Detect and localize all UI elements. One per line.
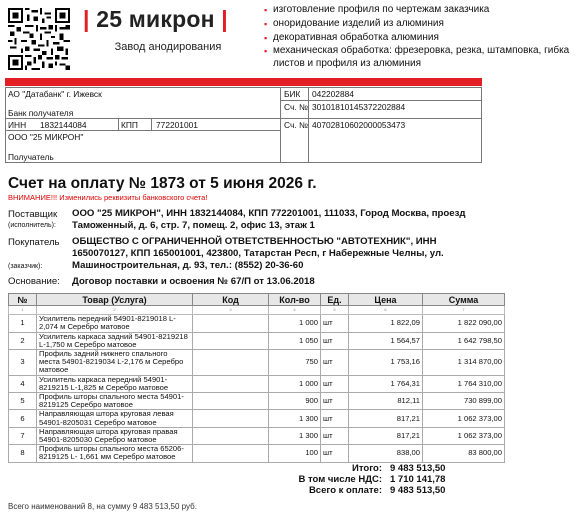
col-number: 1	[9, 306, 37, 315]
bank-details-grid	[5, 87, 482, 163]
feature-item: ▪ оноридование изделий из алюминия	[264, 18, 584, 30]
total-row	[230, 463, 500, 474]
warning-text: ВНИМАНИЕ!!! Изменились реквизиты банковского счета!	[8, 193, 208, 202]
product-code	[193, 410, 269, 427]
unit: шт	[321, 427, 349, 444]
items-body	[9, 315, 505, 462]
due-label: Всего к оплате:	[308, 485, 382, 496]
product-name: Направляющая штора круговая левая 54901-8205031 Серебро матовое	[37, 410, 193, 427]
col-number: 5	[321, 306, 349, 315]
col-number: 6	[349, 306, 423, 315]
kpp-label: КПП	[121, 120, 138, 130]
kpp-value: 772201001	[156, 120, 198, 130]
feature-item: ▪ изготовление профиля по чертежам заказчика	[264, 4, 584, 16]
row-number: 6	[9, 410, 37, 427]
brand-block	[83, 6, 253, 53]
col-header-price: Цена	[349, 294, 423, 306]
row-number: 4	[9, 375, 37, 392]
table-row	[9, 332, 505, 349]
brand-logo: | 25 микрон |	[83, 6, 228, 32]
total-value: 9 483 513,50	[390, 463, 446, 474]
feature-item: ▪ механическая обработка: фрезеровка, резка, штамповка, гибка листов и профиля из алюминия	[264, 45, 584, 70]
table-row	[9, 410, 505, 427]
vat-label: В том числе НДС:	[298, 474, 382, 485]
row-number: 8	[9, 445, 37, 462]
col-header-quantity: Кол-во	[269, 294, 321, 306]
table-row	[9, 375, 505, 392]
features-list	[264, 4, 584, 71]
sum: 1 062 373,00	[423, 410, 505, 427]
sum: 1 764 310,00	[423, 375, 505, 392]
invoice-title: Счет на оплату № 1873 от 5 июня 2026 г.	[8, 175, 317, 192]
header-divider	[5, 78, 482, 86]
col-number: 2	[37, 306, 193, 315]
product-code	[193, 427, 269, 444]
col-number: 7	[423, 306, 505, 315]
total-label: Итого:	[352, 463, 382, 474]
basis-block	[8, 276, 488, 289]
bank-label: Банк получателя	[8, 108, 74, 118]
col-number: 3	[193, 306, 269, 315]
product-code	[193, 375, 269, 392]
quantity: 1 050	[269, 332, 321, 349]
row-number: 5	[9, 393, 37, 410]
price: 1 822,09	[349, 315, 423, 332]
quantity: 750	[269, 350, 321, 376]
supplier-value: ООО "25 МИКРОН", ИНН 1832144084, КПП 772201001, 111033, Город Москва, проезд Таможенный, д. 6, стр. 7, помещ. 2, офис 13, этаж 1	[72, 208, 466, 231]
sum: 1 314 870,00	[423, 350, 505, 376]
unit: шт	[321, 375, 349, 392]
product-name: Усилитель каркаса передний 54901-8219215 L-1,825 м Серебро матовое	[37, 375, 193, 392]
buyer-value: ОБЩЕСТВО С ОГРАНИЧЕННОЙ ОТВЕТСТВЕННОСТЬЮ "АВТОТЕХНИК", ИНН 1650070127, КПП 165001001, 423800, Татарстан Респ, г Набережные Челны, ул. Машиностроительная, д. 93, тел.: (8552) 20-36-60	[72, 236, 444, 271]
supplier-label: Поставщик	[8, 209, 58, 220]
unit: шт	[321, 393, 349, 410]
quantity: 900	[269, 393, 321, 410]
unit: шт	[321, 332, 349, 349]
product-name: Профиль шторы спального места 65206-8219125 L- 1,661 мм Серебро матовое	[37, 445, 193, 462]
price: 1 764,31	[349, 375, 423, 392]
unit: шт	[321, 350, 349, 376]
row-number: 3	[9, 350, 37, 376]
price: 1 753,16	[349, 350, 423, 376]
table-header-row	[9, 294, 505, 306]
quantity: 1 300	[269, 427, 321, 444]
buyer-label: Покупатель	[8, 237, 60, 248]
corr-account-label: Сч. №	[284, 102, 308, 112]
table-row	[9, 393, 505, 410]
table-row	[9, 427, 505, 444]
recipient-name: ООО "25 МИКРОН"	[8, 132, 84, 142]
sum: 1 822 090,00	[423, 315, 505, 332]
price: 817,21	[349, 410, 423, 427]
supplier-block	[8, 208, 488, 234]
quantity: 1 000	[269, 375, 321, 392]
col-header-code: Код	[193, 294, 269, 306]
quantity: 100	[269, 445, 321, 462]
price: 838,00	[349, 445, 423, 462]
basis-label: Основание:	[8, 276, 60, 287]
due-value: 9 483 513,50	[390, 485, 446, 496]
product-code	[193, 315, 269, 332]
product-code	[193, 445, 269, 462]
col-header-product: Товар (Услуга)	[37, 294, 193, 306]
quantity: 1 300	[269, 410, 321, 427]
table-row	[9, 350, 505, 376]
recipient-label: Получатель	[8, 152, 54, 162]
product-code	[193, 393, 269, 410]
brand-subtitle: Завод анодирования	[114, 41, 222, 53]
row-number: 1	[9, 315, 37, 332]
col-header-number: №	[9, 294, 37, 306]
product-name: Усилитель каркаса задний 54901-8219218 L-1,750 м Серебро матовое	[37, 332, 193, 349]
buyer-block	[8, 236, 488, 272]
inn-label: ИНН	[8, 120, 27, 130]
totals-block	[230, 463, 500, 496]
product-name: Усилитель передний 54901-8219018 L-2,074 м Серебро матовое	[37, 315, 193, 332]
feature-item: ▪ декоративная обработка алюминия	[264, 32, 584, 44]
basis-value: Договор поставки и освоения № 67/П от 13.06.2018	[72, 276, 315, 287]
account-value: 40702810602000053473	[312, 120, 406, 130]
unit: шт	[321, 315, 349, 332]
product-code	[193, 350, 269, 376]
price: 817,21	[349, 427, 423, 444]
table-row	[9, 445, 505, 462]
sum: 730 899,00	[423, 393, 505, 410]
supplier-role: (исполнитель):	[8, 222, 56, 229]
items-table	[8, 293, 505, 463]
row-number: 2	[9, 332, 37, 349]
account-label: Сч. №	[284, 120, 308, 130]
vat-row	[230, 474, 500, 485]
due-row	[230, 485, 500, 496]
product-name: Направляющая штора круговая правая 54901-8205030 Серебро матовое	[37, 427, 193, 444]
sum: 83 800,00	[423, 445, 505, 462]
bank-name: АО "Датабанк" г. Ижевск	[8, 89, 102, 99]
unit: шт	[321, 410, 349, 427]
quantity: 1 000	[269, 315, 321, 332]
inn-value: 1832144084	[40, 120, 87, 130]
row-number: 7	[9, 427, 37, 444]
bik-value: 042202884	[312, 89, 354, 99]
unit: шт	[321, 445, 349, 462]
col-number: 4	[269, 306, 321, 315]
product-code	[193, 332, 269, 349]
buyer-role: (заказчик):	[8, 263, 43, 270]
invoice-header	[0, 0, 587, 78]
table-row	[9, 315, 505, 332]
price: 812,11	[349, 393, 423, 410]
bik-label: БИК	[284, 89, 301, 99]
qr-code-icon	[8, 8, 70, 70]
col-header-unit: Ед.	[321, 294, 349, 306]
price: 1 564,57	[349, 332, 423, 349]
sum: 1 062 373,00	[423, 427, 505, 444]
items-summary: Всего наименований 8, на сумму 9 483 513,50 руб.	[8, 502, 197, 511]
product-name: Профиль задний нижнего спального места 54901-8219034 L-2,176 м Серебро матовое	[37, 350, 193, 376]
product-name: Профиль шторы спального места 54901-8219125 Серебро матовое	[37, 393, 193, 410]
sum: 1 642 798,50	[423, 332, 505, 349]
vat-value: 1 710 141,78	[390, 474, 446, 485]
col-header-sum: Сумма	[423, 294, 505, 306]
corr-account-value: 30101810145372202884	[312, 102, 406, 112]
